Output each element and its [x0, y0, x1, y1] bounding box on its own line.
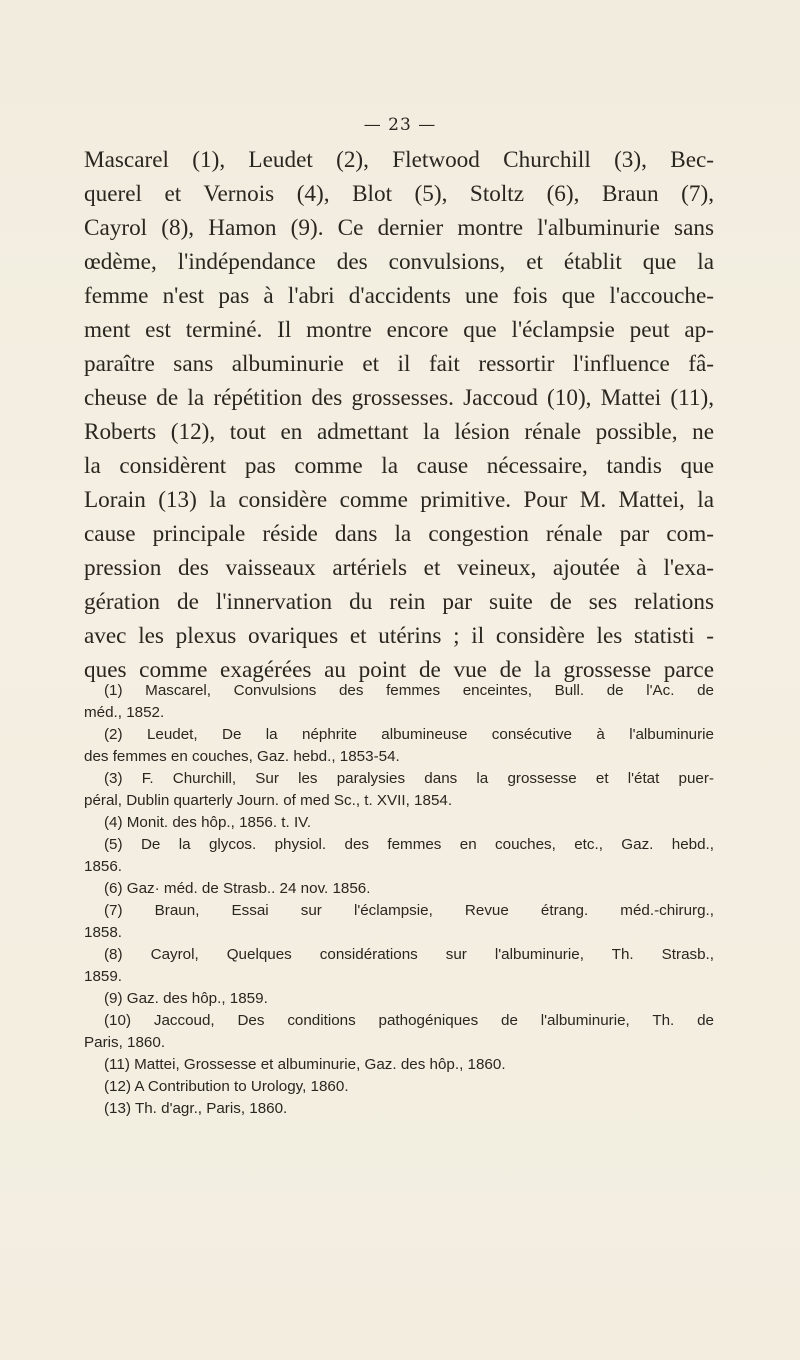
footnote-text: (4) Monit. des hôp., 1856. t. IV. — [104, 814, 312, 831]
body-line: Roberts (12), tout en admettant la lésion rénale possible, ne — [84, 419, 714, 445]
footnote-text: (7) Braun, Essai sur l'éclampsie, Revue étrang. méd.-chirurg., — [104, 902, 714, 919]
body-line: ment est terminé. Il montre encore que l'éclampsie peut ap- — [84, 317, 714, 343]
page-number: — 23 — — [363, 115, 437, 135]
body-line: ques comme exagérées au point de vue de la grossesse parce — [84, 657, 714, 683]
footnote-8 — [84, 944, 714, 988]
footnote-5 — [84, 834, 714, 878]
footnote-1 — [84, 680, 714, 724]
footnote-text: (9) Gaz. des hôp., 1859. — [104, 990, 268, 1007]
body-line: cheuse de la répétition des grossesses. Jaccoud (10), Mattei (11), — [84, 385, 714, 411]
footnote-text: (2) Leudet, De la néphrite albumineuse consécutive à l'albuminurie — [104, 726, 714, 743]
footnote-continuation: Paris, 1860. — [84, 1034, 166, 1051]
footnote-continuation: méd., 1852. — [84, 704, 165, 721]
body-line: gération de l'innervation du rein par suite de ses relations — [84, 589, 714, 615]
footnote-4 — [84, 812, 714, 834]
footnote-12 — [84, 1076, 714, 1098]
body-line: avec les plexus ovariques et utérins ; il considère les statisti - — [84, 623, 714, 649]
body-line: paraître sans albuminurie et il fait ressortir l'influence fâ- — [84, 351, 714, 377]
body-line: la considèrent pas comme la cause nécessaire, tandis que — [84, 453, 714, 479]
footnote-text: (11) Mattei, Grossesse et albuminurie, Gaz. des hôp., 1860. — [104, 1056, 506, 1073]
footnote-13 — [84, 1098, 714, 1120]
footnote-10 — [84, 1010, 714, 1054]
body-line: Lorain (13) la considère comme primitive. Pour M. Mattei, la — [84, 487, 714, 513]
footnote-7 — [84, 900, 714, 944]
footnote-text: (3) F. Churchill, Sur les paralysies dans la grossesse et l'état puer- — [104, 770, 714, 787]
footnote-6 — [84, 878, 714, 900]
footnote-3 — [84, 768, 714, 812]
footnote-continuation: péral, Dublin quarterly Journ. of med Sc., t. XVII, 1854. — [84, 792, 453, 809]
footnotes — [84, 680, 714, 1120]
footnote-continuation: des femmes en couches, Gaz. hebd., 1853-54. — [84, 748, 400, 765]
footnote-11 — [84, 1054, 714, 1076]
body-line: pression des vaisseaux artériels et veineux, ajoutée à l'exa- — [84, 555, 714, 581]
footnote-9 — [84, 988, 714, 1010]
footnote-text: (10) Jaccoud, Des conditions pathogéniques de l'albuminurie, Th. de — [104, 1012, 714, 1029]
footnote-text: (1) Mascarel, Convulsions des femmes enceintes, Bull. de l'Ac. de — [104, 682, 714, 699]
body-line: querel et Vernois (4), Blot (5), Stoltz (6), Braun (7), — [84, 181, 714, 207]
footnote-text: (8) Cayrol, Quelques considérations sur l'albuminurie, Th. Strasb., — [104, 946, 714, 963]
body-line: cause principale réside dans la congestion rénale par com- — [84, 521, 714, 547]
footnote-text: (12) A Contribution to Urology, 1860. — [104, 1078, 349, 1095]
body-text — [84, 143, 714, 687]
footnote-2 — [84, 724, 714, 768]
footnote-text: (13) Th. d'agr., Paris, 1860. — [104, 1100, 288, 1117]
footnote-text: (6) Gaz· méd. de Strasb.. 24 nov. 1856. — [104, 880, 371, 897]
body-line: Mascarel (1), Leudet (2), Fletwood Churchill (3), Bec- — [84, 147, 714, 173]
footnote-continuation: 1859. — [84, 968, 123, 985]
body-line: œdème, l'indépendance des convulsions, et établit que la — [84, 249, 714, 275]
footnote-continuation: 1858. — [84, 924, 123, 941]
body-line: femme n'est pas à l'abri d'accidents une fois que l'accouche- — [84, 283, 714, 309]
body-line: Cayrol (8), Hamon (9). Ce dernier montre l'albuminurie sans — [84, 215, 714, 241]
footnote-continuation: 1856. — [84, 858, 123, 875]
footnote-text: (5) De la glycos. physiol. des femmes en couches, etc., Gaz. hebd., — [104, 836, 714, 853]
